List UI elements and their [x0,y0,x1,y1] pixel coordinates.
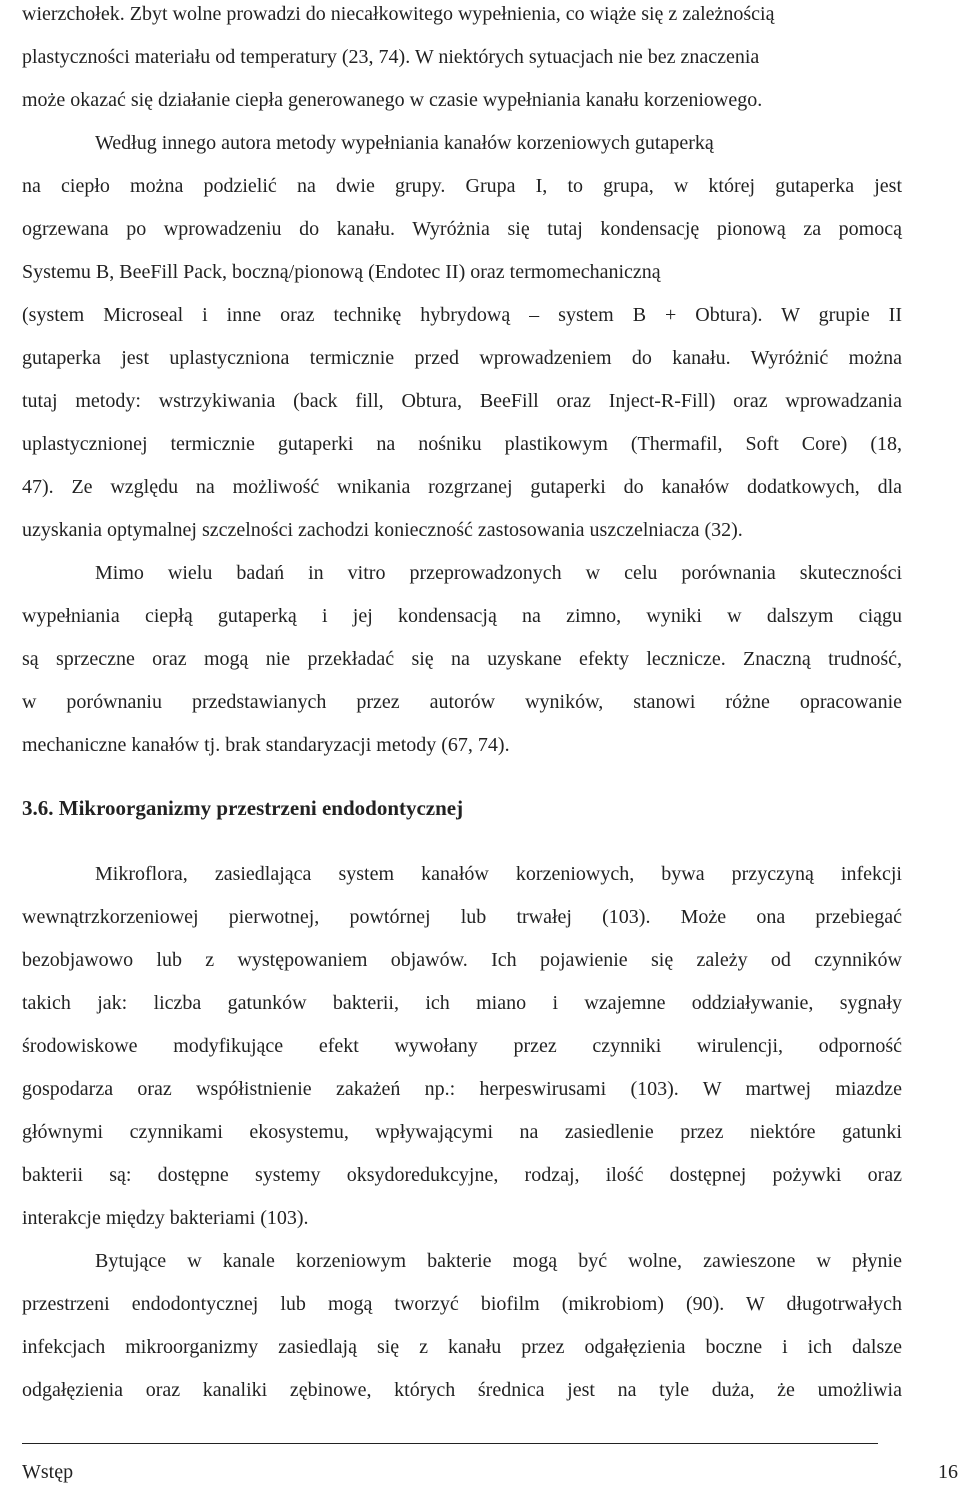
text-line: odgałęzienia oraz kanaliki zębinowe, których średnica jest na tyle duża, że umożliwia [22,1379,902,1401]
text-line: przestrzeni endodontycznej lub mogą tworzyć biofilm (mikrobiom) (90). W długotrwałych [22,1293,902,1315]
text-line: (system Microseal i inne oraz technikę hybrydową – system B + Obtura). W grupie II [22,304,902,326]
text-line: na ciepło można podzielić na dwie grupy. Grupa I, to grupa, w której gutaperka jest [22,175,902,197]
text-line: interakcje między bakteriami (103). [22,1207,309,1229]
footer-rule [22,1443,878,1444]
text-line: wypełniania ciepłą gutaperką i jej kondensacją na zimno, wyniki w dalszym ciągu [22,605,902,627]
text-line: 47). Ze względu na możliwość wnikania rozgrzanej gutaperki do kanałów dodatkowych, dla [22,476,902,498]
text-line: plastyczności materiału od temperatury (23, 74). W niektórych sytuacjach nie bez znaczenia [22,46,760,68]
page-number: 16 [938,1461,958,1483]
text-line: wewnątrzkorzeniowej pierwotnej, powtórnej lub trwałej (103). Może ona przebiegać [22,906,902,928]
footer-chapter: Wstęp [22,1461,74,1483]
text-line: gospodarza oraz współistnienie zakażeń np.: herpeswirusami (103). W martwej miazdze [22,1078,902,1100]
text-line: uplastycznionej termicznie gutaperki na nośniku plastikowym (Thermafil, Soft Core) (18, [22,433,902,455]
text-line: gutaperka jest uplastyczniona termicznie przed wprowadzeniem do kanału. Wyróżnić można [22,347,902,369]
text-line: ogrzewana po wprowadzeniu do kanału. Wyróżnia się tutaj kondensację pionową za pomocą [22,218,902,240]
text-line: Bytujące w kanale korzeniowym bakterie mogą być wolne, zawieszone w płynie [95,1250,902,1272]
text-line: takich jak: liczba gatunków bakterii, ich miano i wzajemne oddziaływanie, sygnały [22,992,902,1014]
text-line: Mikroflora, zasiedlająca system kanałów korzeniowych, bywa przyczyną infekcji [95,863,902,885]
text-line: Według innego autora metody wypełniania kanałów korzeniowych gutaperką [95,132,714,154]
text-line: bezobjawowo lub z występowaniem objawów. Ich pojawienie się zależy od czynników [22,949,902,971]
text-line: wierzchołek. Zbyt wolne prowadzi do niecałkowitego wypełnienia, co wiąże się z zależnością [22,3,775,25]
text-line: tutaj metody: wstrzykiwania (back fill, Obtura, BeeFill oraz Inject-R-Fill) oraz wprowadzania [22,390,902,412]
text-line: Mimo wielu badań in vitro przeprowadzonych w celu porównania skuteczności [95,562,902,584]
text-line: infekcjach mikroorganizmy zasiedlają się z kanału przez odgałęzienia boczne i ich dalsze [22,1336,902,1358]
text-line: bakterii są: dostępne systemy oksydoredukcyjne, rodzaj, ilość dostępnej pożywki oraz [22,1164,902,1186]
text-line: Systemu B, BeeFill Pack, boczną/pionową (Endotec II) oraz termomechaniczną [22,261,661,283]
text-line: uzyskania optymalnej szczelności zachodzi konieczność zastosowania uszczelniacza (32). [22,519,743,541]
text-line: w porównaniu przedstawianych przez autorów wyników, stanowi różne opracowanie [22,691,902,713]
text-line: głównymi czynnikami ekosystemu, wpływającymi na zasiedlenie przez niektóre gatunki [22,1121,902,1143]
text-line: środowiskowe modyfikujące efekt wywołany przez czynniki wirulencji, odporność [22,1035,902,1057]
text-line: może okazać się działanie ciepła generowanego w czasie wypełniania kanału korzeniowego. [22,89,763,111]
text-line: są sprzeczne oraz mogą nie przekładać się na uzyskane efekty lecznicze. Znaczną trudność, [22,648,902,670]
section-heading: 3.6. Mikroorganizmy przestrzeni endodontycznej [22,796,464,820]
text-line: mechaniczne kanałów tj. brak standaryzacji metody (67, 74). [22,734,510,756]
